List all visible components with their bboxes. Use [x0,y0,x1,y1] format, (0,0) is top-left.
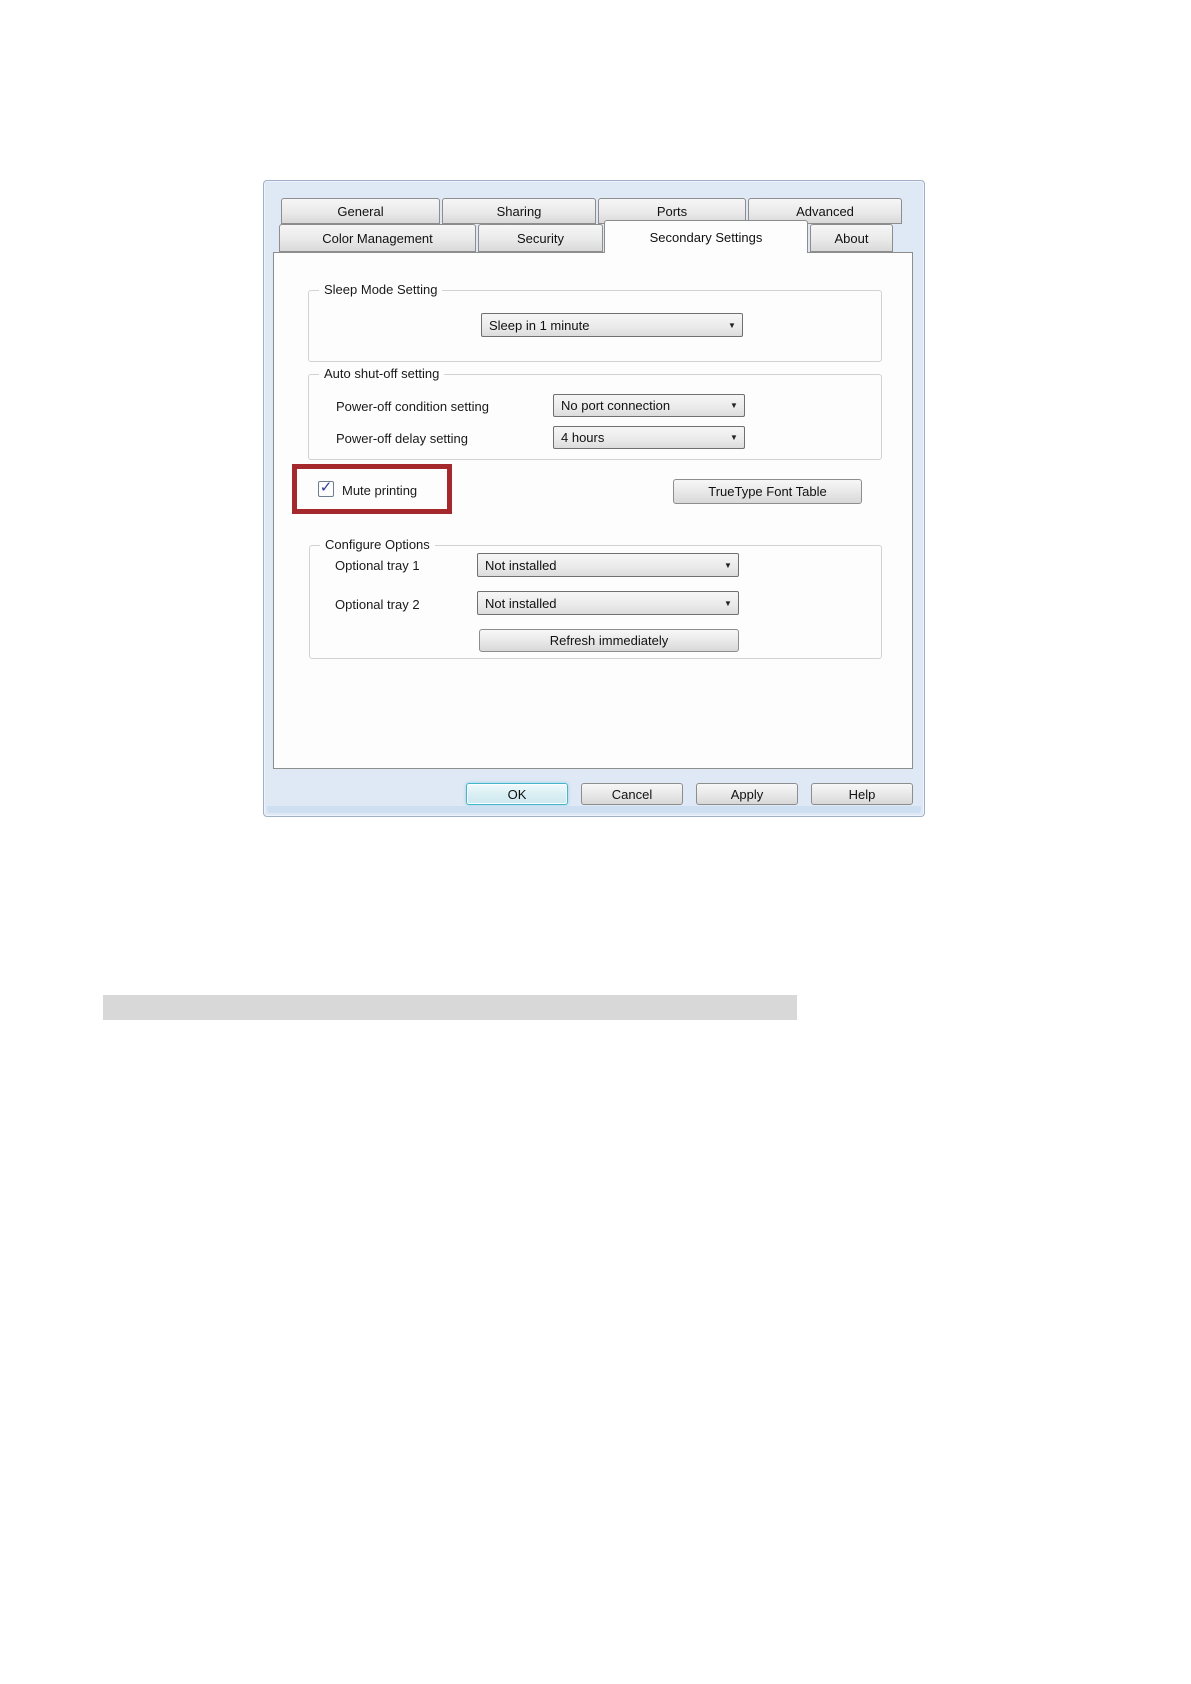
mute-printing-label: Mute printing [342,483,418,498]
truetype-font-table-button[interactable]: TrueType Font Table [673,479,862,504]
dropdown-arrow-icon: ▼ [724,560,732,570]
mute-printing-checkbox[interactable] [318,481,334,497]
dropdown-arrow-icon: ▼ [730,433,738,442]
optional-tray-2-value: Not installed [485,595,557,611]
power-off-condition-value: No port connection [561,398,671,413]
ok-button[interactable]: OK [466,783,568,805]
tab-secondary-settings-active[interactable]: Secondary Settings [604,220,808,253]
apply-button[interactable]: Apply [696,783,798,805]
dropdown-arrow-icon: ▼ [724,598,732,608]
power-off-condition-dropdown[interactable] [553,394,745,417]
optional-tray-1-dropdown[interactable] [477,553,739,577]
tab-ports[interactable]: Ports [598,198,746,224]
checkmark-icon: ✓ [319,479,333,496]
dropdown-arrow-icon: ▼ [730,401,738,410]
sleep-mode-dropdown-value: Sleep in 1 minute [489,317,590,333]
configure-options-group-title: Configure Options [320,537,435,552]
tab-advanced[interactable]: Advanced [748,198,902,224]
auto-shutoff-group-title: Auto shut-off setting [319,366,444,381]
tab-security[interactable]: Security [478,224,603,252]
sleep-mode-setting-group-title: Sleep Mode Setting [319,282,442,297]
refresh-immediately-button[interactable]: Refresh immediately [479,629,739,652]
power-off-condition-label: Power-off condition setting [336,399,489,414]
dropdown-arrow-icon: ▼ [728,320,736,330]
cancel-button[interactable]: Cancel [581,783,683,805]
tab-color-management[interactable]: Color Management [279,224,476,252]
sleep-mode-dropdown[interactable] [481,313,743,337]
printer-properties-dialog [263,180,925,817]
help-button[interactable]: Help [811,783,913,805]
tab-sharing[interactable]: Sharing [442,198,596,224]
power-off-delay-dropdown[interactable] [553,426,745,449]
power-off-delay-label: Power-off delay setting [336,431,468,446]
dialog-bottom-strip [267,806,921,813]
secondary-settings-tab-panel [273,252,913,769]
optional-tray-2-label: Optional tray 2 [335,597,420,612]
optional-tray-2-dropdown[interactable] [477,591,739,615]
power-off-delay-value: 4 hours [561,430,605,445]
optional-tray-1-label: Optional tray 1 [335,558,420,573]
optional-tray-1-value: Not installed [485,557,557,573]
gray-highlight-bar [103,995,797,1020]
tab-about[interactable]: About [810,224,893,252]
tab-general[interactable]: General [281,198,440,224]
